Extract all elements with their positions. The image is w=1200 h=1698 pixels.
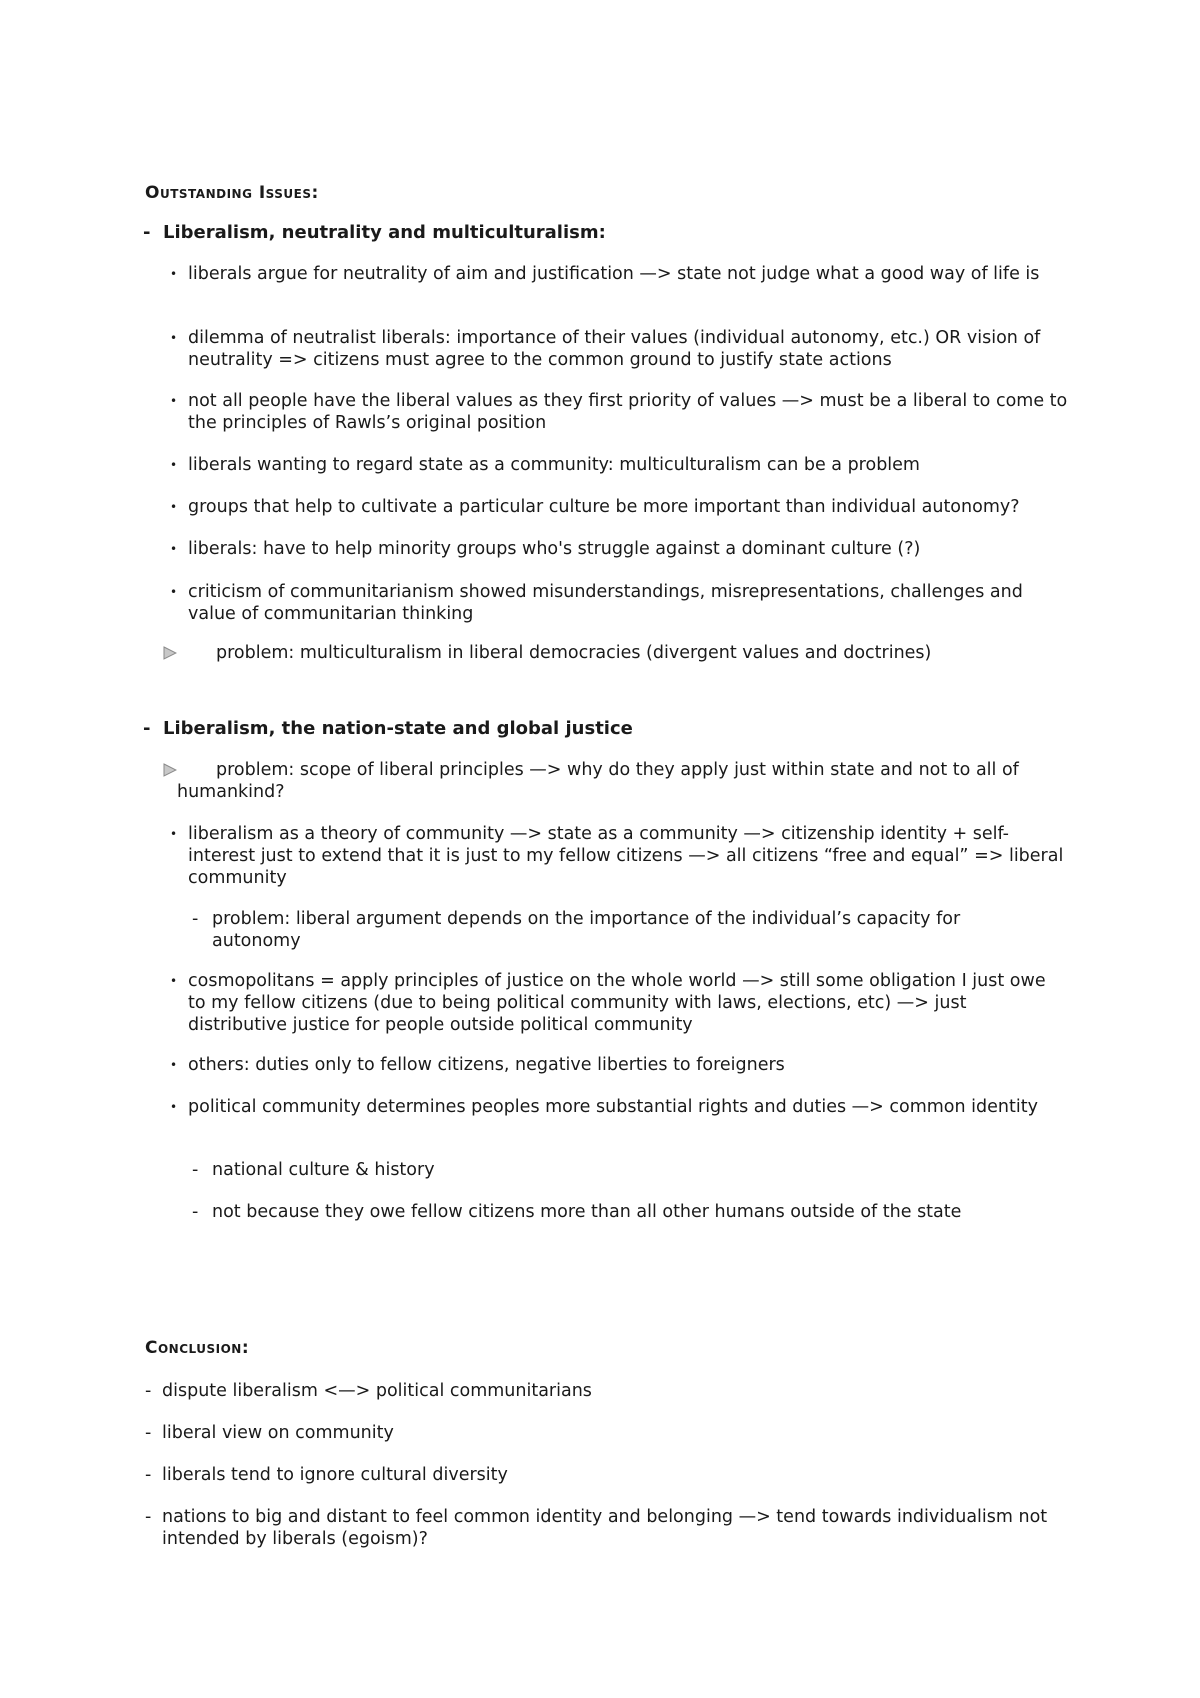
section-title-text: Liberalism, neutrality and multiculturalism:	[163, 222, 606, 243]
list-item-text: others: duties only to fellow citizens, negative liberties to foreigners	[188, 1055, 785, 1075]
outstanding-issues-heading: Outstanding Issues:	[145, 183, 319, 203]
bullet-glyph: •	[170, 827, 178, 841]
arrow-bullet-icon	[163, 763, 177, 777]
section-neutrality-title	[143, 222, 606, 243]
list-item-text: not all people have the liberal values as they first priority of values —> must be a liberal to come to the principles of Rawls’s original position	[188, 391, 1068, 433]
bullet-glyph: •	[170, 500, 178, 514]
conclusion-item-text: nations to big and distant to feel common identity and belonging —> tend towards individualism not intended by liberals (egoism)?	[162, 1507, 1048, 1549]
bullet-glyph: •	[170, 1100, 178, 1114]
sub-item-text: problem: liberal argument depends on the importance of the individual’s capacity for autonomy	[212, 909, 961, 951]
sub-dash: -	[192, 1202, 199, 1222]
sub-dash: -	[192, 909, 199, 929]
arrow-item-text-continued: humankind?	[177, 782, 285, 802]
arrow-item-text: problem: multiculturalism in liberal democracies (divergent values and doctrines)	[216, 643, 932, 663]
bullet-glyph: •	[170, 542, 178, 556]
list-item-text: liberals: have to help minority groups who's struggle against a dominant culture (?)	[188, 539, 921, 559]
list-item-text: liberals argue for neutrality of aim and justification —> state not judge what a good way of life is	[188, 264, 1040, 284]
sub-item-text: not because they owe fellow citizens more than all other humans outside of the state	[212, 1202, 962, 1222]
list-item-text: dilemma of neutralist liberals: importance of their values (individual autonomy, etc.) OR vision of neutrality => citizens must agree to the common ground to justify state actions	[188, 328, 1041, 370]
conclusion-dash: -	[145, 1507, 152, 1527]
list-item-text: groups that help to cultivate a particular culture be more important than individual autonomy?	[188, 497, 1020, 517]
list-item-text: criticism of communitarianism showed misunderstandings, misrepresentations, challenges and value of communitarian thinking	[188, 582, 1023, 624]
bullet-glyph: •	[170, 394, 178, 408]
bullet-glyph: •	[170, 267, 178, 281]
bullet-glyph: •	[170, 585, 178, 599]
list-item-text: liberalism as a theory of community —> state as a community —> citizenship identity + self-interest just to extend that it is just to my fellow citizens —> all citizens “free and equal” => liberal community	[188, 824, 1064, 888]
arrow-item-text: problem: scope of liberal principles —> why do they apply just within state and not to all of	[216, 760, 1019, 780]
sub-dash: -	[192, 1160, 199, 1180]
conclusion-dash: -	[145, 1423, 152, 1443]
bullet-glyph: •	[170, 458, 178, 472]
conclusion-item-text: liberal view on community	[162, 1423, 394, 1443]
section-dash: -	[143, 222, 151, 243]
list-item-text: political community determines peoples more substantial rights and duties —> common identity	[188, 1097, 1038, 1117]
bullet-glyph: •	[170, 974, 178, 988]
section-dash: -	[143, 718, 151, 739]
list-item-text: cosmopolitans = apply principles of justice on the whole world —> still some obligation I just owe to my fellow citizens (due to being political community with laws, elections, etc) —> just distributive justice for people outside political community	[188, 971, 1046, 1035]
bullet-glyph: •	[170, 1058, 178, 1072]
sub-item-text: national culture & history	[212, 1160, 435, 1180]
bullet-glyph: •	[170, 331, 178, 345]
conclusion-dash: -	[145, 1381, 152, 1401]
list-item-text: liberals wanting to regard state as a community: multiculturalism can be a problem	[188, 455, 920, 475]
conclusion-item-text: liberals tend to ignore cultural diversity	[162, 1465, 508, 1485]
arrow-bullet-icon	[163, 646, 177, 660]
conclusion-dash: -	[145, 1465, 152, 1485]
section-global-justice-title	[143, 718, 633, 739]
conclusion-heading: Conclusion:	[145, 1338, 250, 1358]
section-title-text: Liberalism, the nation-state and global justice	[163, 718, 633, 739]
conclusion-item-text: dispute liberalism <—> political communitarians	[162, 1381, 592, 1401]
